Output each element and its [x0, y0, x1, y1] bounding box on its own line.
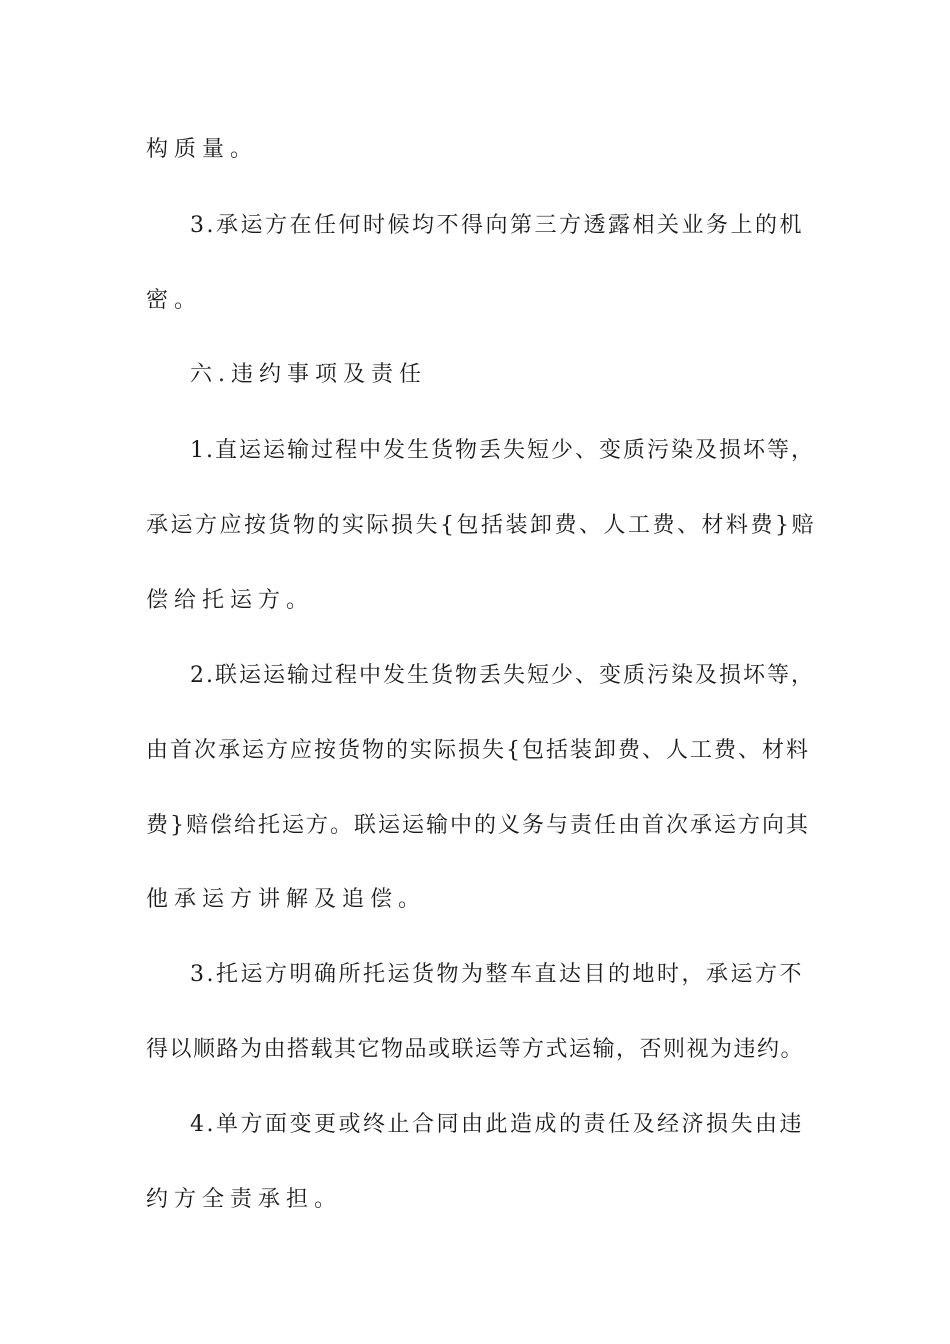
- text-line-10: 费}赔偿给托运方。联运运输中的义务与责任由首次承运方向其: [146, 813, 810, 838]
- text-line-1: 构质量。: [146, 137, 259, 162]
- text-line-2: 3.承运方在任何时候均不得向第三方透露相关业务上的机: [190, 213, 804, 238]
- text-line-8: 2.联运运输过程中发生货物丢失短少、变质污染及损坏等，: [190, 663, 815, 688]
- text-line-14: 4.单方面变更或终止合同由此造成的责任及经济损失由违: [190, 1112, 804, 1137]
- text-line-5: 1.直运运输过程中发生货物丢失短少、变质污染及损坏等，: [190, 438, 815, 463]
- text-line-11: 他承运方讲解及追偿。: [146, 887, 427, 912]
- text-line-13: 得以顺路为由搭载其它物品或联运等方式运输，否则视为违约。: [146, 1037, 805, 1062]
- section-heading: 六.违约事项及责任: [190, 362, 427, 387]
- text-line-3: 密。: [146, 288, 203, 313]
- text-line-6: 承运方应按货物的实际损失{包括装卸费、人工费、材料费}赔: [146, 513, 816, 538]
- text-line-12: 3.托运方明确所托运货物为整车直达目的地时，承运方不: [190, 962, 804, 987]
- text-line-15: 约方全责承担。: [146, 1187, 343, 1212]
- text-line-9: 由首次承运方应按货物的实际损失{包括装卸费、人工费、材料: [146, 738, 810, 763]
- text-line-7: 偿给托运方。: [146, 588, 315, 613]
